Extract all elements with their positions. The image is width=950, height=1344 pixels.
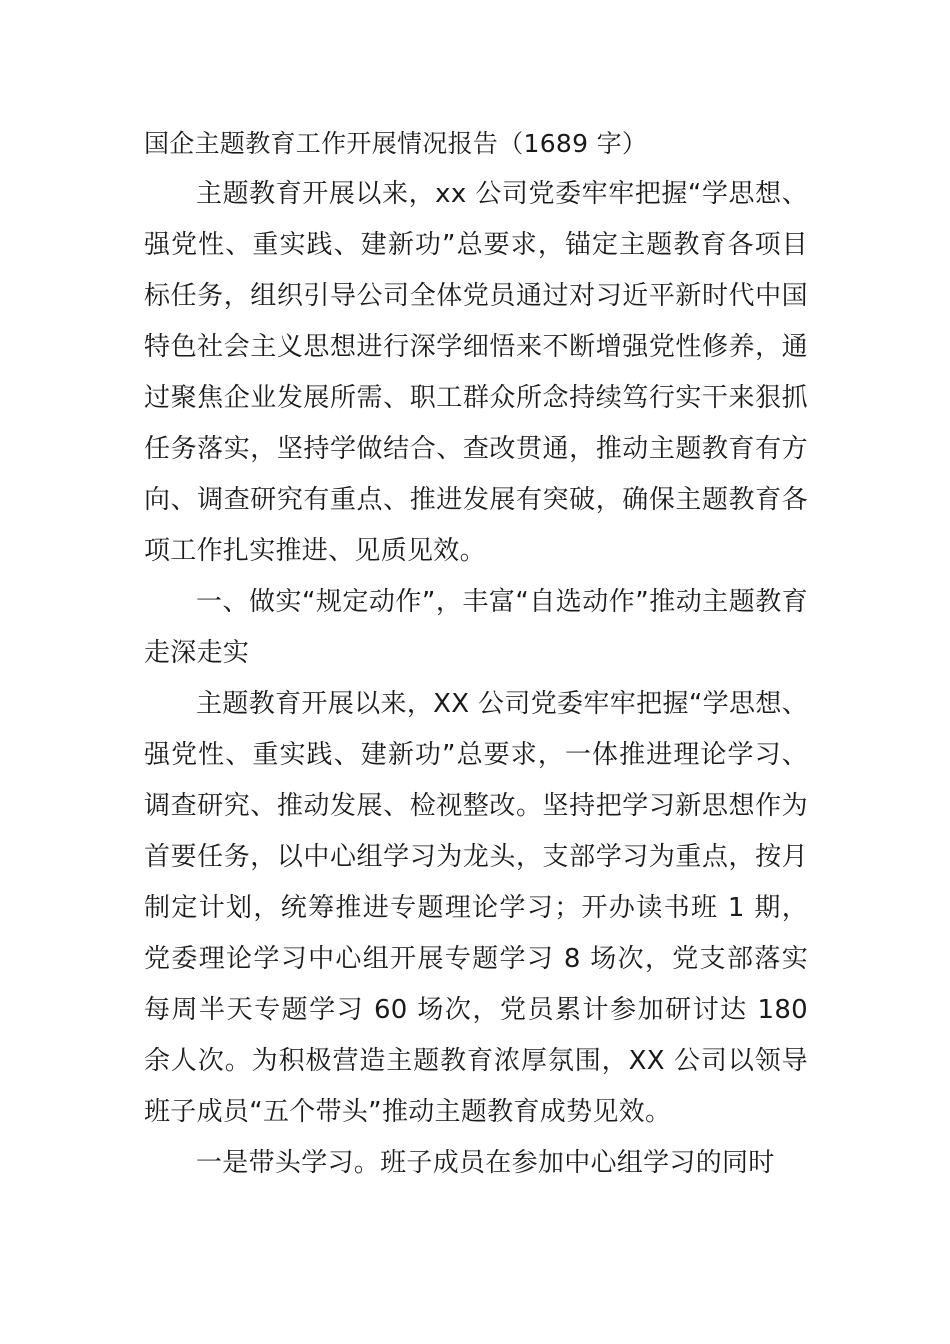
document-body xyxy=(144,118,808,1189)
section-heading-1: 一、做实“规定动作”，丰富“自选动作”推动主题教育走深走实 xyxy=(144,587,808,668)
document-title: 国企主题教育工作开展情况报告（1689 字） xyxy=(144,129,648,158)
section-1-paragraph: 主题教育开展以来，XX 公司党委牢牢把握“学思想、强党性、重实践、建新功”总要求，一体推进理论学习、调查研究、推动发展、检视整改。坚持把学习新思想作为首要任务，以中心组学习为龙头，支部学习为重点，按月制定计划，统筹推进专题理论学习；开办读书班 1 期，党委理论学习中心组开展专题学习 8 场次，党支部落实每周半天专题学习 60 场次，党员累计参加研讨达 180 余人次。为积极营造主题教育浓厚氛围，XX 公司以领导班子成员“五个带头”推动主题教育成势见效。 xyxy=(144,689,808,1127)
intro-paragraph: 主题教育开展以来，xx 公司党委牢牢把握“学思想、强党性、重实践、建新功”总要求，锚定主题教育各项目标任务，组织引导公司全体党员通过对习近平新时代中国特色社会主义思想进行深学细悟来不断增强党性修养，通过聚焦企业发展所需、职工群众所念持续笃行实干来狠抓任务落实，坚持学做结合、查改贯通，推动主题教育有方向、调查研究有重点、推进发展有突破，确保主题教育各项工作扎实推进、见质见效。 xyxy=(144,179,808,566)
lead-by-example-paragraph: 一是带头学习。班子成员在参加中心组学习的同时 xyxy=(196,1148,775,1178)
